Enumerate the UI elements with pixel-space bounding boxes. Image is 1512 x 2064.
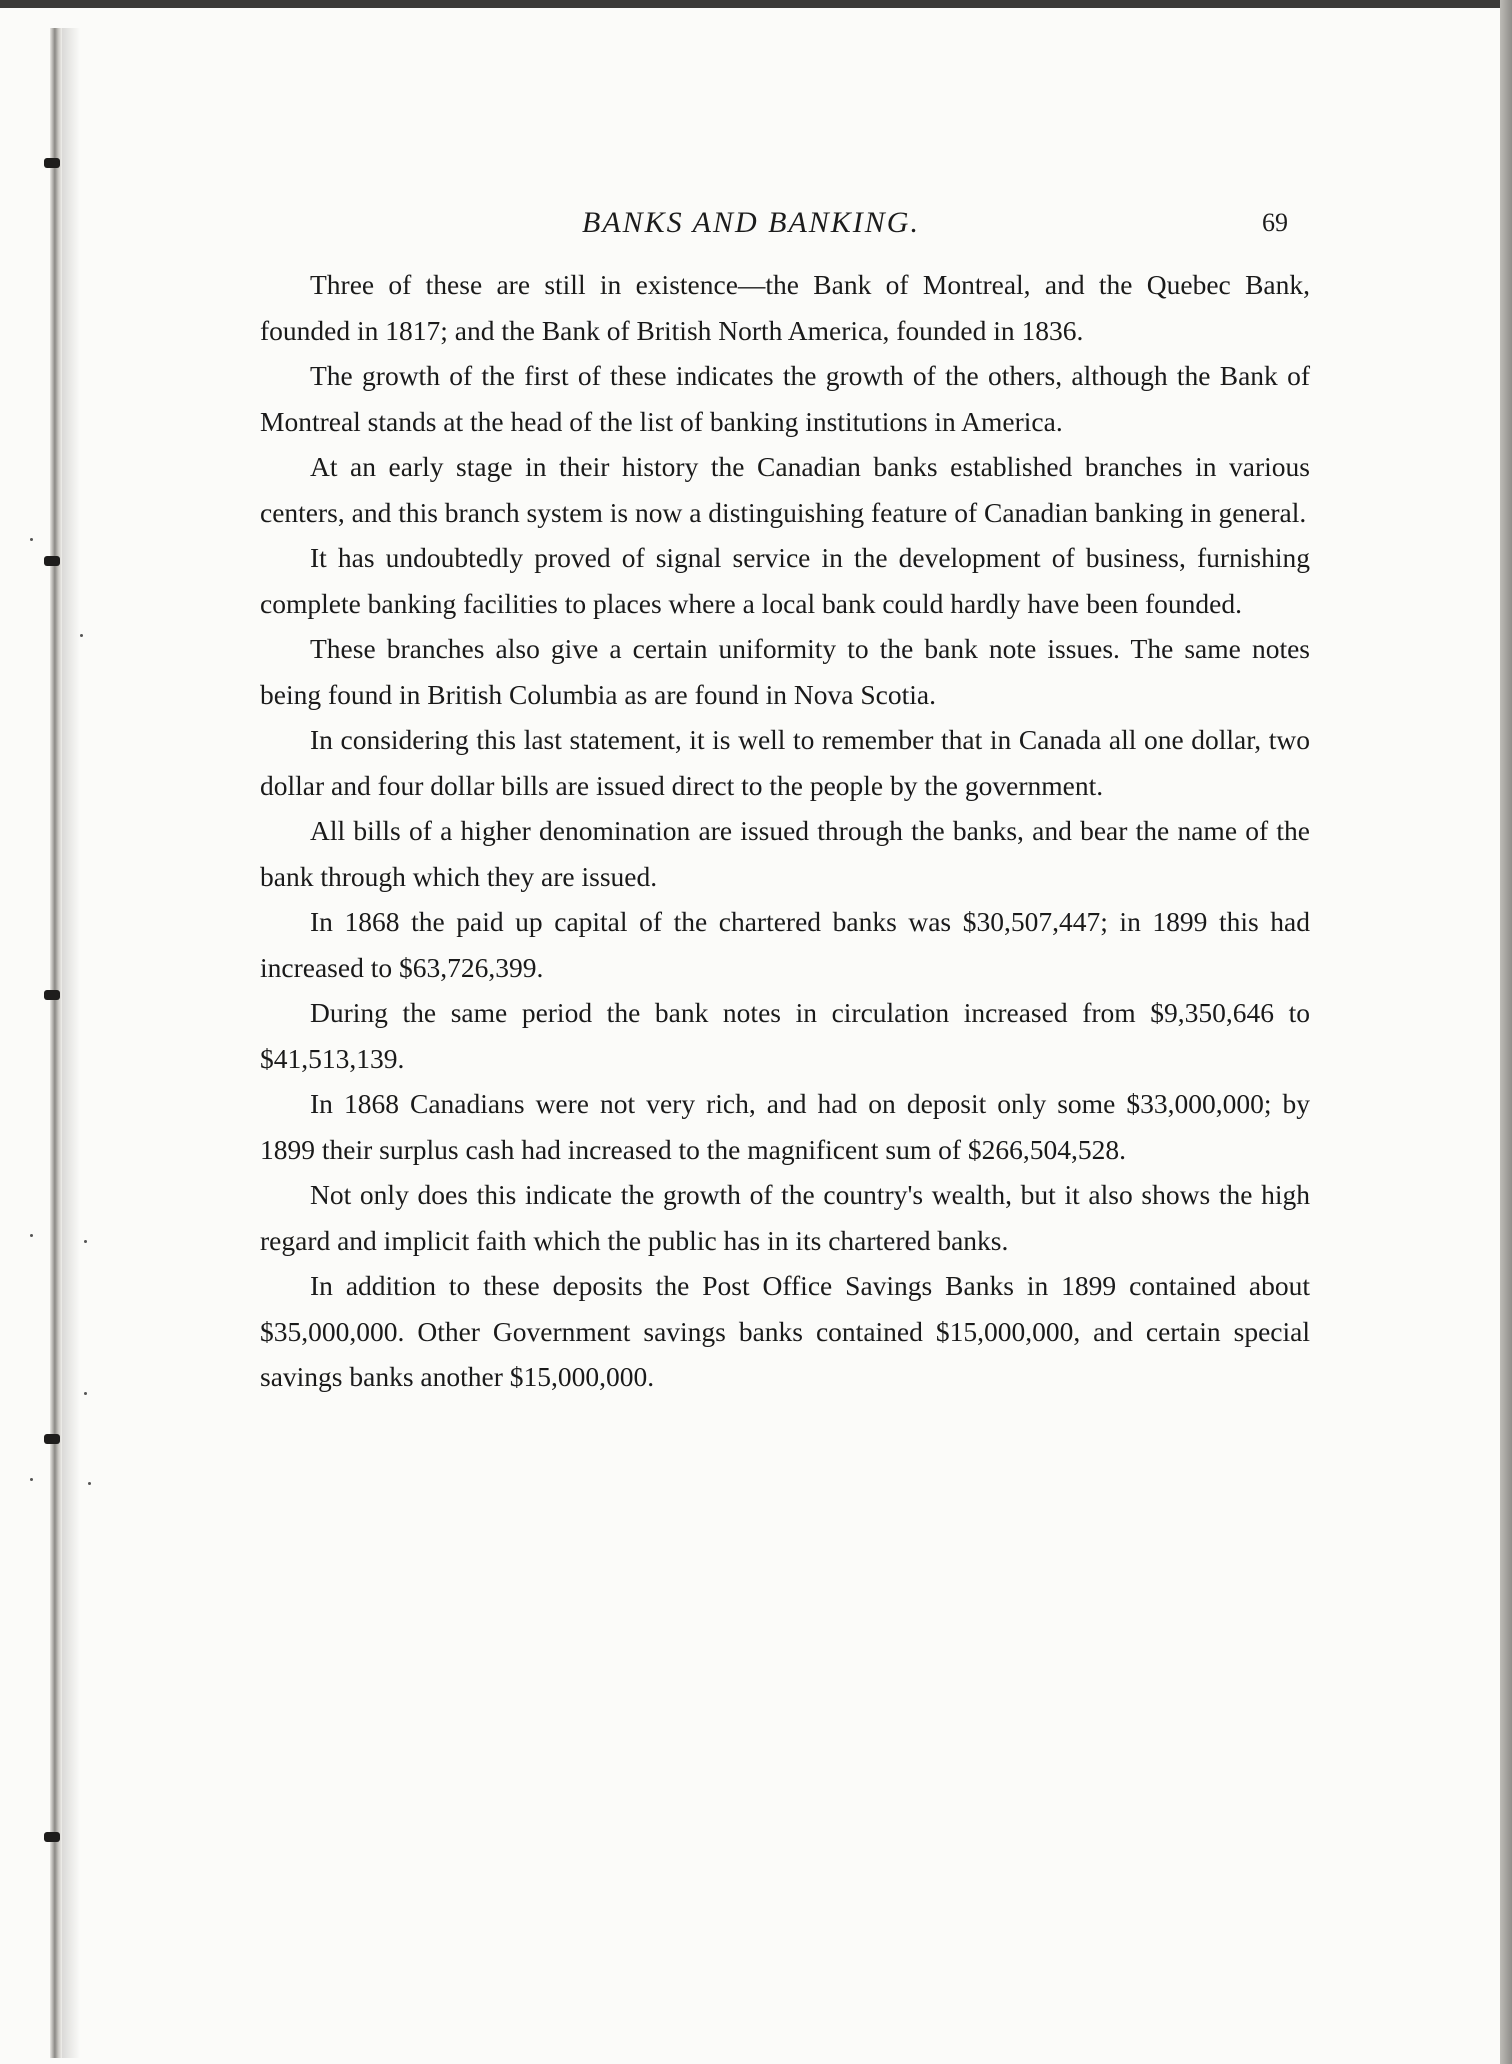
binding-stitch (44, 1434, 60, 1444)
paragraph: It has undoubtedly proved of signal service in the development of business, furnishing complete banking facilities to places where a local bank could hardly have been founded. (260, 542, 1310, 619)
page-number: 69 (1262, 208, 1288, 237)
paragraph: During the same period the bank notes in circulation increased from $9,350,646 to $41,513,139. (260, 997, 1310, 1074)
binding-stitch (44, 158, 60, 168)
paragraph: In 1868 Canadians were not very rich, and had on deposit only some $33,000,000; by 1899 their surplus cash had increased to the magnificent sum of $266,504,528. (260, 1088, 1310, 1165)
paragraph: These branches also give a certain uniformity to the bank note issues. The same notes being found in British Columbia as are found in Nova Scotia. (260, 633, 1310, 710)
binding-stitch (44, 990, 60, 1000)
scan-right-edge (1500, 0, 1512, 2064)
paragraph: In addition to these deposits the Post Office Savings Banks in 1899 contained about $35,000,000. Other Government savings banks contained $15,000,000, and certain special savings banks another $15,000,000. (260, 1270, 1310, 1392)
running-head (0, 206, 1512, 246)
scan-speck (84, 1240, 87, 1243)
paragraph: Not only does this indicate the growth of the country's wealth, but it also shows the high regard and implicit faith which the public has in its chartered banks. (260, 1179, 1310, 1256)
paragraph: Three of these are still in existence—the Bank of Montreal, and the Quebec Bank, founded in 1817; and the Bank of British North America, founded in 1836. (260, 269, 1310, 346)
scan-speck (30, 1234, 33, 1237)
paragraph: All bills of a higher denomination are issued through the banks, and bear the name of the bank through which they are issued. (260, 815, 1310, 892)
binding-shadow (62, 28, 80, 2058)
scan-speck (30, 1478, 33, 1481)
paragraph: In 1868 the paid up capital of the chartered banks was $30,507,447; in 1899 this had increased to $63,726,399. (260, 906, 1310, 983)
paragraph: At an early stage in their history the Canadian banks established branches in various centers, and this branch system is now a distinguishing feature of Canadian banking in general. (260, 451, 1310, 528)
body-text (260, 262, 1310, 1400)
scan-speck (84, 1392, 87, 1395)
scan-speck (30, 538, 33, 541)
paragraph: In considering this last statement, it is well to remember that in Canada all one dollar, two dollar and four dollar bills are issued direct to the people by the government. (260, 724, 1310, 801)
binding-stitch (44, 556, 60, 566)
running-title: BANKS AND BANKING. (582, 206, 920, 239)
scan-speck (80, 634, 83, 637)
binding-stitch (44, 1832, 60, 1842)
paragraph: The growth of the first of these indicates the growth of the others, although the Bank of Montreal stands at the head of the list of banking institutions in America. (260, 360, 1310, 437)
scan-speck (88, 1482, 91, 1485)
book-binding (50, 28, 62, 2058)
